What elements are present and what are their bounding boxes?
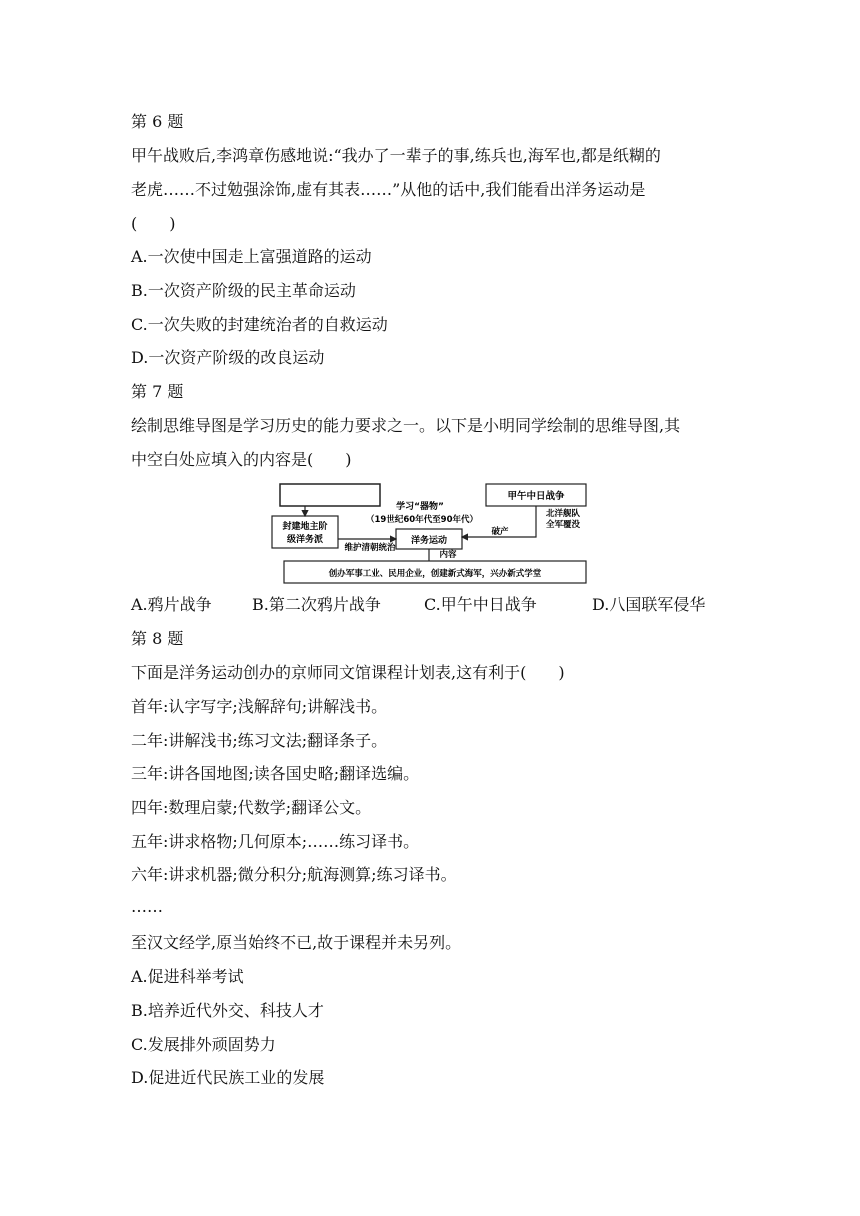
q8-closing: 至汉文经学,原当始终不已,故于课程并未另列。 [131, 933, 462, 952]
q6-option-a: A.一次使中国走上富强道路的运动 [131, 247, 372, 266]
q8-ellipsis: …… [131, 897, 163, 916]
q6-option-c: C.一次失败的封建统治者的自救运动 [131, 315, 388, 334]
q8-stem: 下面是洋务运动创办的京师同文馆课程计划表,这有利于( ) [131, 663, 565, 682]
q6-stem-line1: 甲午战败后,李鸿章伤感地说:“我办了一辈子的事,练兵也,海军也,都是纸糊的 [131, 146, 661, 165]
q7-stem-line1: 绘制思维导图是学习历史的能力要求之一。以下是小明同学绘制的思维导图,其 [131, 416, 681, 435]
q7-option-a: A.鸦片战争 [131, 595, 212, 614]
q8-option-c: C.发展排外顽固势力 [131, 1035, 276, 1054]
q6-answer-blank: ( ) [131, 214, 176, 233]
label-content: 内容 [439, 550, 457, 560]
q7-options [131, 594, 705, 616]
q7-stem-line2: 中空白处应填入的内容是( ) [131, 450, 352, 469]
q8-option-b: B.培养近代外交、科技人才 [131, 1001, 324, 1020]
q6-stem-line2: 老虎……不过勉强涂饰,虚有其表……”从他的话中,我们能看出洋务运动是 [131, 180, 646, 199]
q8-schedule-year2: 二年:讲解浅书;练习文法;翻译条子。 [131, 731, 388, 750]
war-box-label: 甲午中日战争 [507, 491, 565, 502]
q7-option-c: C.甲午中日战争 [424, 595, 537, 614]
label-bankrupt: 破产 [491, 527, 509, 537]
q7-option-d: D.八国联军侵华 [592, 595, 706, 614]
q8-schedule-year5: 五年:讲求格物;几何原本;……练习译书。 [131, 832, 420, 851]
left-box-line2: 级洋务派 [286, 535, 324, 545]
blank-box [280, 484, 380, 506]
q6-option-d: D.一次资产阶级的改良运动 [131, 348, 325, 367]
label-maintain: 维护清朝统治 [344, 543, 396, 553]
q8-option-d: D.促进近代民族工业的发展 [131, 1068, 325, 1087]
q8-schedule-year6: 六年:讲求机器;微分积分;航海测算;练习译书。 [131, 865, 457, 884]
q6-option-b: B.一次资产阶级的民主革命运动 [131, 281, 356, 300]
label-period: （19世纪60年代至90年代） [366, 515, 478, 525]
bottom-box-label: 创办军事工业、民用企业，创建新式海军，兴办新式学堂 [328, 569, 542, 579]
q8-header: 第 8 题 [131, 629, 184, 648]
q8-schedule-year3: 三年:讲各国地图;读各国史略;翻译选编。 [131, 764, 420, 783]
q8-schedule-year1: 首年:认字写字;浅解辞句;讲解浅书。 [131, 697, 388, 716]
q8-option-a: A.促进科举考试 [131, 967, 244, 986]
center-box-label: 洋务运动 [410, 536, 448, 546]
mind-map-diagram [270, 479, 590, 587]
q7-header: 第 7 题 [131, 382, 184, 401]
q7-option-b: B.第二次鸦片战争 [252, 595, 381, 614]
label-study: 学习“器物” [396, 502, 444, 512]
label-fleet-line1: 北洋舰队 [545, 509, 581, 519]
left-box-line1: 封建地主阶 [282, 522, 328, 532]
label-fleet-line2: 全军覆没 [545, 520, 581, 530]
q8-schedule-year4: 四年:数理启蒙;代数学;翻译公文。 [131, 798, 372, 817]
q6-header: 第 6 题 [131, 112, 184, 131]
